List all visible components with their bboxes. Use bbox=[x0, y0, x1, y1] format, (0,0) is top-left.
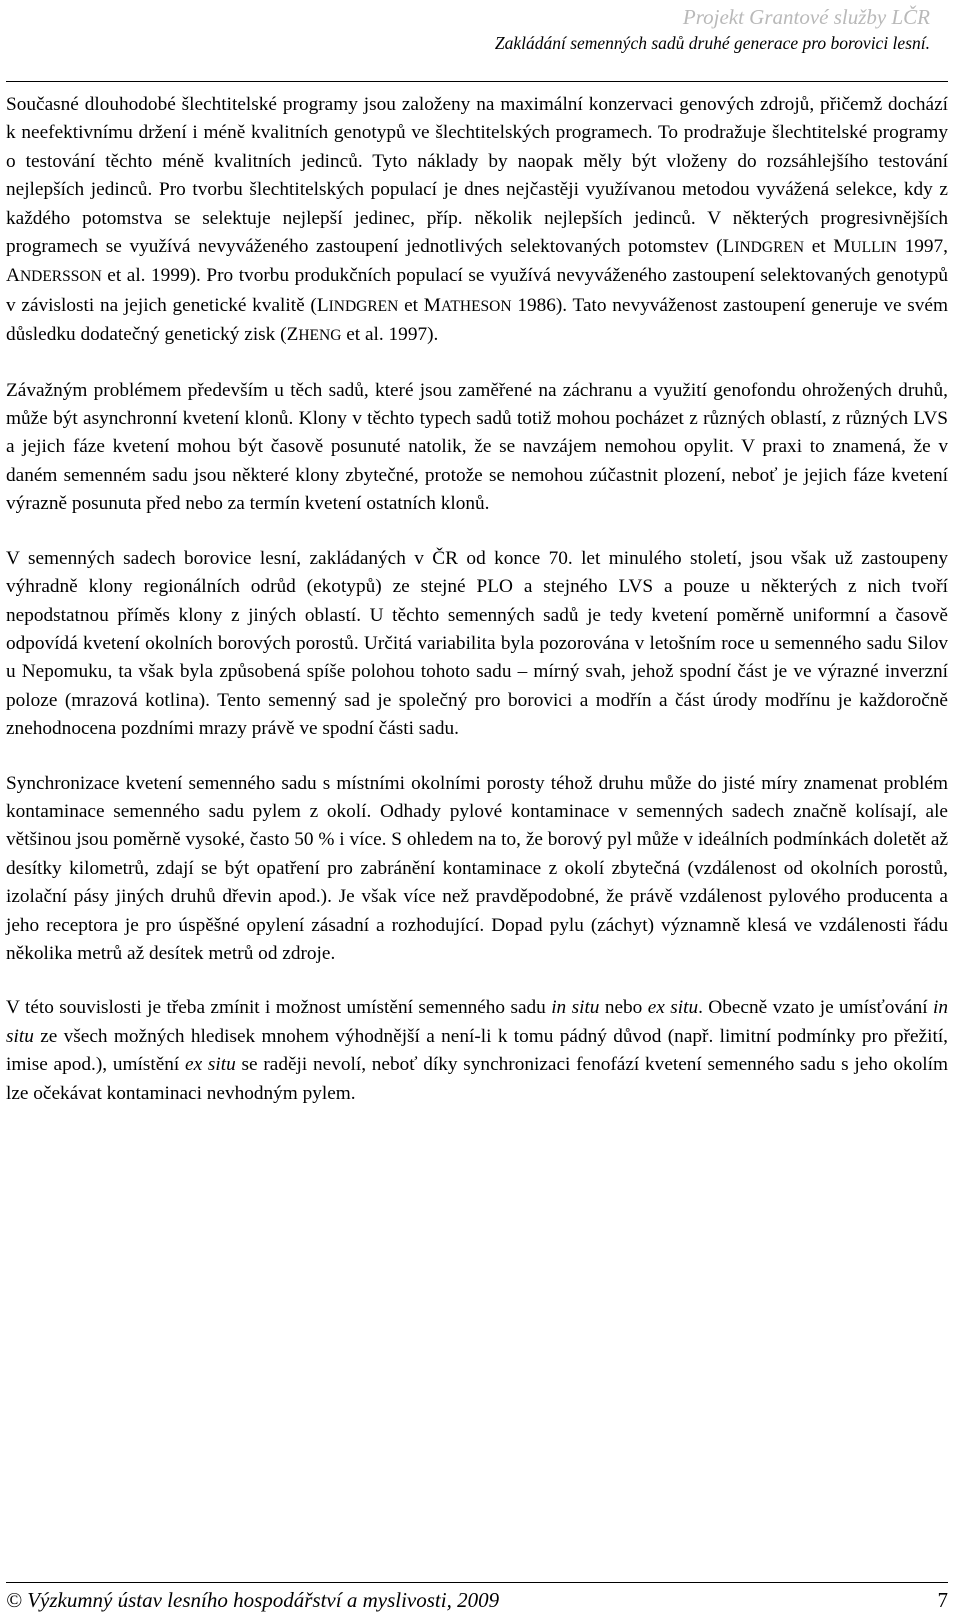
page-number: 7 bbox=[937, 1588, 948, 1612]
author-initial: Z bbox=[286, 324, 299, 346]
text-run: . Obecně vzato je umísťování bbox=[698, 997, 933, 1019]
author-initial: L bbox=[316, 294, 329, 316]
author-rest: HENG bbox=[298, 327, 342, 345]
author-initial: L bbox=[722, 236, 735, 258]
author-zheng bbox=[287, 324, 342, 345]
page-header bbox=[495, 4, 930, 55]
italic-term: ex situ bbox=[185, 1054, 236, 1076]
author-rest: ATHESON bbox=[440, 297, 512, 315]
text-run: Současné dlouhodobé šlechtitelské programy jsou založeny na maximální konzervaci genových zdrojů, přičemž dochází k neefektivnímu držení i méně kvalitních genotypů ve šlechtitelských programech. To prodražuje šlechtitelské programy o testování těchto méně kvalitních jedinců. Tyto náklady by naopak měly být vloženy do rozsáhlejšího testování nejlepších jedinců. Pro tvorbu šlechtitelských populací je dnes nejčastěji využívanou metodou vyvážená selekce, kdy z každého potomstva se selektuje nejlepší jedinec, příp. několik nejlepších jedinců. V některých progresivnějších programech se využívá nevyváženého zastoupení jednotlivých selektovaných potomstev ( bbox=[6, 94, 948, 258]
text-run: se raději nevolí, neboť díky synchronizaci fenofází kvetení semenného sadu s jeho okolím lze očekávat kontaminaci nevhodným pylem. bbox=[6, 1054, 949, 1104]
italic-term: in situ bbox=[6, 997, 948, 1047]
italic-term: ex situ bbox=[647, 997, 699, 1019]
document-subtitle: Zakládání semenných sadů druhé generace pro borovici lesní. bbox=[494, 33, 930, 53]
text-run: et bbox=[804, 236, 834, 258]
author-andersson bbox=[6, 265, 102, 286]
footer-divider bbox=[6, 1582, 948, 1583]
page-footer bbox=[6, 1585, 948, 1615]
text-run: 1986). Tato nevyváženost zastoupení generuje ve svém důsledku dodatečný genetický zisk ( bbox=[6, 294, 948, 346]
header-divider bbox=[6, 81, 948, 82]
paragraph-3: V semenných sadech borovice lesní, zakládaných v ČR od konce 70. let minulého století, jsou však už zastoupeny výhradně klony regionálních odrůd (ekotypů) ze stejné PLO a stejného LVS a pouze u některých z nich tvoří nepodstatnou příměs klony z jiných oblastí. U těchto semenných sadů je tedy kvetení poměrně uniformní a časově odpovídá kvetení okolních borových porostů. Určitá variabilita byla pozorována v letošním roce u semenného sadu Silov u Nepomuku, ta však byla způsobená spíše polohou tohoto sadu – mírný svah, jehož spodní část je ve výrazné inverzní poloze (mrazová kotlina). Tento semenný sad je společný pro borovici a modřín a část úrody modřínu je každoročně znehodnocena pozdními mrazy právě ve spodní části sadu. bbox=[6, 547, 948, 740]
author-matheson bbox=[424, 295, 512, 316]
author-initial: A bbox=[6, 265, 20, 287]
author-mullin bbox=[833, 236, 897, 257]
paragraph-1 bbox=[6, 91, 948, 351]
paragraph-4: Synchronizace kvetení semenného sadu s místními okolními porosty téhož druhu může do jisté míry znamenat problém kontaminace semenného sadu pylem z okolí. Odhady pylové kontaminace v semenných sadech značně kolísají, ale většinou jsou poměrně vysoké, často 50 % i více. S ohledem na to, že borový pyl může v ideálních podmínkách doletět až desítky kilometrů, zdají se být opatření pro zabránění kontaminace z okolí zbytečná (vzdálenost od okolních porostů, izolační pásy jiných druhů dřevin apod.). Je však více než pravděpodobné, že právě vzdálenost pylového producenta a jeho receptora je pro úspěšné opylení zásadní a rozhodující. Dopad pylu (záchyt) významně klesá ve vzdálenosti řádu několika metrů až desítek metrů od zdroje. bbox=[6, 772, 948, 964]
text-run: nebo bbox=[599, 997, 648, 1019]
body-text bbox=[6, 91, 948, 1134]
text-run: 1997, bbox=[896, 236, 948, 258]
text-run: et al. 1999). Pro tvorbu produkčních populací se využívá nevyváženého zastoupení selektovaných genotypů v závislosti na jejich genetické kvalitě ( bbox=[6, 265, 948, 316]
project-title: Projekt Grantové služby LČR bbox=[682, 5, 930, 29]
author-rest: INDGREN bbox=[734, 239, 805, 257]
italic-term: in situ bbox=[551, 997, 600, 1019]
author-lindgren-2 bbox=[317, 295, 399, 316]
copyright-text: © Výzkumný ústav lesního hospodářství a myslivosti, 2009 bbox=[6, 1588, 500, 1612]
text-run: V této souvislosti je třeba zmínit i možnost umístění semenného sadu bbox=[6, 997, 552, 1019]
text-run: et al. 1997). bbox=[341, 324, 439, 346]
author-rest: INDGREN bbox=[328, 297, 399, 315]
text-run: et bbox=[398, 294, 424, 316]
author-rest: NDERSSON bbox=[19, 268, 102, 286]
author-initial: M bbox=[423, 294, 441, 316]
paragraph-5 bbox=[6, 994, 948, 1108]
author-lindgren bbox=[723, 236, 805, 257]
author-initial: M bbox=[833, 236, 851, 258]
text-run: ze všech možných hledisek mnohem výhodnější a není-li k tomu pádný důvod (např. limitní podmínky pro přežití, imise apod.), umístění bbox=[6, 1025, 948, 1076]
paragraph-2: Závažným problémem především u těch sadů, které jsou zaměřené na záchranu a využití genofondu ohrožených druhů, může být asynchronní kvetení klonů. Klony v těchto typech sadů totiž mohou pocházet z různých oblastí, z různých LVS a jejich fáze kvetení mohou být časově posunuté natolik, že se navzájem nemohou opylit. V praxi to znamená, že v daném semenném sadu jsou některé klony zbytečné, protože se nemohou zúčastnit plození, neboť je jejich fáze kvetení výrazně posunuta před nebo za termín kvetení ostatních klonů. bbox=[6, 379, 948, 515]
author-rest: ULLIN bbox=[850, 239, 897, 257]
